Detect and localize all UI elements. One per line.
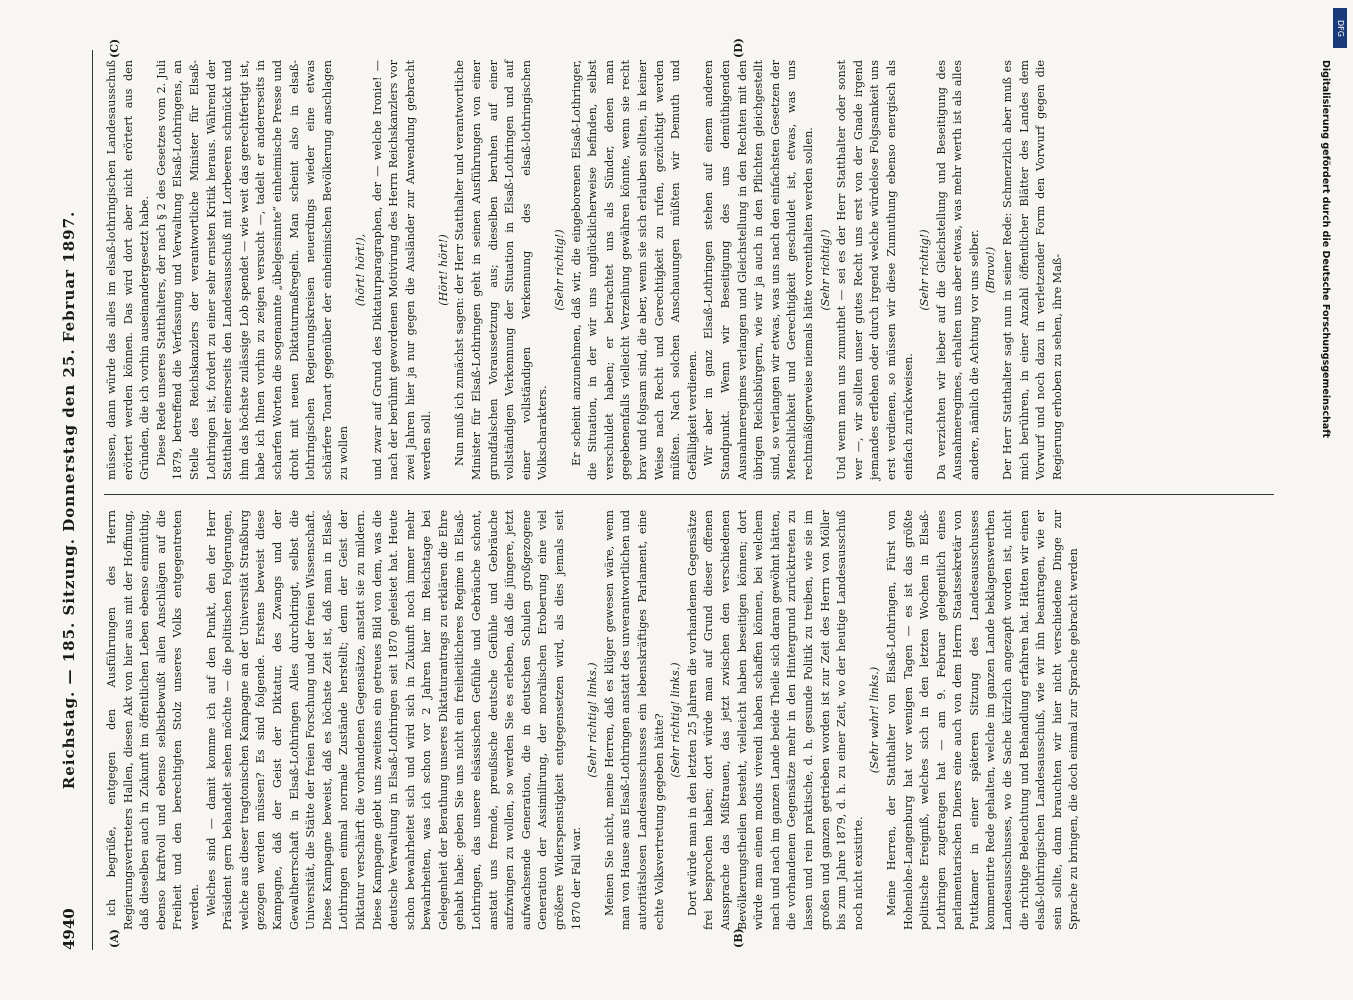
paragraph: Dort würde man in den letzten 25 Jahren die vorhandenen Gegensätze frei besprochen haben; dort würde man auf Grund dieser offenen Aussprache das Mißtrauen, das jetzt zwischen den verschiedenen Bevölkerungstheilen besteht, vielleicht haben beseitigen können; dort würde man einen modus vivendi haben schaffen können, bei welchem nach und nach im ganzen Lande beide Theile sich daran gewöhnt hätten, die vorhandenen Gegensätze mehr in den Hintergrund zurücktreten zu lassen und rein praktische, d. h. gesunde Politik zu treiben, wie sie im großen und ganzen getrieben worden ist zur Zeit des Herrn von Möller bis zum Jahre 1879, d. h. zu einer Zeit, wo der heutige Landesausschuß noch nicht existirte.	[685, 510, 865, 930]
interjection: (Sehr wahr! links.)	[868, 666, 882, 774]
interjection: (Sehr richtig! links.)	[586, 662, 600, 778]
dfg-logo-badge: DFG	[1333, 8, 1347, 48]
interjection: (Hört! hört!)	[436, 234, 450, 306]
page-header	[52, 50, 93, 950]
paragraph: müssen, dann würde das alles im elsaß-lothringischen Landesausschuß erörtert werden können. Das wird dort aber nicht erörtert aus den Gründen, die ich vorhin auseinandergesetzt habe.	[105, 60, 152, 480]
paragraph: Wir aber in ganz Elsaß-Lothringen stehen auf einem anderen Standpunkt. Wenn wir Beseitigung des uns demüthigenden Ausnahmeregimes verlangen und Gleichstellung in den Rechten mit den übrigen Reichsbürgern, wie wir ja auch in den Pflichten gleichgestellt sind, so verlangen wir etwas, was uns nach den einfachsten Gesetzen der Menschlichkeit und Gerechtigkeit geschuldet ist, etwas, was uns rechtmäßigerweise niemals hätte vorenthalten werden sollen.	[702, 60, 815, 480]
running-title: Reichstag. — 185. Sitzung. Donnerstag den 25. Februar 1897.	[60, 210, 78, 790]
column-divider	[104, 494, 1274, 495]
right-column	[104, 60, 1284, 480]
paragraph: Welches sind — damit komme ich auf den Punkt, den der Herr Präsident gern behandelt sehen möchte — die politischen Folgerungen, welche aus dieser tragtonischen Kampagne an der Universität Straßburg gezogen werden müssen? Es sind folgende. Erstens beweist diese Kampagne, daß der Geist der Diktatur, des Zwangs und der Gewaltherrschaft in Elsaß-Lothringen Alles durchdringt, selbst die Universität, die Stätte der freien Forschung und der freien Wissenschaft. Diese Kampagne beweist, daß es höchste Zeit ist, daß man in Elsaß-Lothringen einmal normale Zustände herstellt; denn der Geist der Diktatur verschärft die vorhandenen Gegensätze, anstatt sie zu mildern. Diese Kampagne giebt uns zweitens ein getreues Bild von dem, was die deutsche Verwaltung in Elsaß-Lothringen seit 1870 geleistet hat. Heute schon bewahrheitet sich und wird sich in Zukunft noch immer mehr bewahrheiten, was ich schon vor 2 Jahren hier im Reichstage bei Gelegenheit der Berathung unseres Diktaturantrags zu erklären die Ehre gehabt habe: geben Sie uns nicht ein freiheitlicheres Regime in Elsaß-Lothringen, das unsere elsässischen Gefühle und Gebräuche schont, anstatt uns fremde, preußische deutsche Gefühle und Gebräuche aufzwingen zu wollen, so werden Sie es erleben, daß die jüngere, jetzt aufwachsende Generation, die in deutschen Schulen großgezogene Generation der Assimilirung, der moralischen Eroberung eine viel größere Widerspenstigkeit entgegensetzen wird, als dies jemals seit 1870 der Fall war.	[204, 510, 583, 930]
left-column	[104, 510, 1284, 930]
paragraph: Da verzichten wir lieber auf die Gleichstellung und Beseitigung des Ausnahmeregimes, erhalten uns aber etwas, was mehr werth ist als alles andere, nämlich die Achtung vor uns selber.	[934, 60, 981, 480]
margin-marker-b: (B)	[732, 928, 745, 948]
margin-marker-a: (A)	[108, 929, 121, 948]
interjection: (hört! hört!),	[353, 233, 367, 307]
paragraph: Nun muß ich zunächst sagen: der Herr Statthalter und verantwortliche Minister für Elsaß-Lothringen geht in seinen Ausführungen von einer grundfalschen Voraussetzung aus; dieselben beruhen auf einer vollständigen Verkennung der Situation in Elsaß-Lothringen und auf einer vollständigen Verkennung des elsaß-lothringischen Volkscharakters.	[453, 60, 550, 480]
rotated-page-content	[52, 38, 1302, 950]
paragraph: und zwar auf Grund des Diktaturparagraphen, der — welche Ironie! — nach der berühmt gewordenen Motivirung des Herrn Reichskanzlers vor zwei Jahren hier ja nur gegen die Ausländer zur Anwendung gebracht werden soll.	[370, 60, 434, 480]
interjection: (Bravo!)	[984, 246, 998, 294]
interjection: (Sehr richtig!)	[818, 229, 832, 311]
interjection: (Sehr richtig! links.)	[669, 662, 683, 778]
interjection: (Sehr richtig!)	[553, 229, 567, 311]
paragraph: Diese Rede unseres Statthalters, der nach § 2 des Gesetzes vom 2. Juli 1879, betreffend die Verfassung und Verwaltung Elsaß-Lothringens, an Stelle des Reichskanzlers der verantwortliche Minister für Elsaß-Lothringen ist, fordert zu einer sehr ernsten Kritik heraus. Während der Statthalter einerseits den Landesausschuß mit Lorbeeren schmückt und ihm das höchste zulässige Lob spendet — wie weit das gerechtfertigt ist, habe ich Ihnen vorhin zu zeigen versucht —, tadelt er andererseits in scharfen Worten die sogenannte „übelgesinnte“ einheimische Presse und droht mit neuen Diktaturmaßregeln. Man scheint also in elsaß-lothringischen Regierungskreisen neuerdings wieder eine etwas schärfere Tonart gegenüber der einheimischen Bevölkerung anschlagen zu wollen	[154, 60, 351, 480]
interjection: (Sehr richtig!)	[918, 229, 932, 311]
paragraph: Meine Herren, der Statthalter von Elsaß-Lothringen, Fürst von Hohenlohe-Langenburg hat vor wenigen Tagen — es ist das größte politische Ereigniß, welches sich in den letzten Wochen in Elsaß-Lothringen zugetragen hat — am 9. Februar gelegentlich eines parlamentarischen Diners eine auch von dem Herrn Staatssekretär von Puttkamer in einer späteren Sitzung des Landesausschusses kommentirte Rede gehalten, welche im ganzen Lande beklagenswerthen Landesausschusses, wo die Sache kürzlich angezapft worden ist, nicht die richtige Beleuchtung und Behandlung erfahren hat. Hätten wir einen elsaß-lothringischen Landesausschuß, wie wir ihn beantragen, wie er sein sollte, dann brauchten wir hier nicht verschiedene Dinge zur Sprache zu bringen, die doch einmal zur Sprache gebracht werden	[884, 510, 1081, 930]
paragraph: Er scheint anzunehmen, daß wir, die eingeborenen Elsaß-Lothringer, die Situation, in der wir uns unglücklicherweise befinden, selbst verschuldet haben; er betrachtet uns als Sünder, denen man gegebenenfalls vielleicht Verzeihung gewähren könnte, wenn sie recht brav und folgsam sind, die aber, wenn sie sich erlauben sollten, in keiner Weise nach Recht und Gerechtigkeit zu rufen, gezüchtigt werden müßten. Nach solchen Anschauungen müßten wir Demuth und Gefälligkeit verdienen.	[569, 60, 699, 480]
paragraph: Und wenn man uns zumuthet — sei es der Herr Statthalter oder sonst wer —, wir sollten unser gutes Recht uns erst von der Gnade irgend jemandes erflehen oder durch irgend welche würdelose Folgsamkeit uns erst verdienen, so müssen wir diese Zumuthung ebenso energisch als einfach zurückweisen.	[835, 60, 915, 480]
digitization-credit: Digitalisierung gefördert durch die Deutsche Forschungsgemeinschaft	[1320, 60, 1331, 438]
paragraph: ich begrüße, entgegen den Ausführungen des Herrn Regierungsvertreters Hallen, diesen Akt von hier aus mit der Hoffnung, daß dieselben auch in Zukunft im öffentlichen Leben ebenso einmüthig, ebenso kraftvoll und ebenso selbstbewußt allen Anschlägen auf die Freiheit und den berechtigten Stolz unseres Volks entgegentreten werden.	[105, 510, 201, 930]
paragraph: Meinen Sie nicht, meine Herren, daß es klüger gewesen wäre, wenn man von Hause aus Elsaß-Lothringen anstatt des unverantwortlichen und autoritätslosen Landesausschusses ein lebenskräftiges Parlament, eine echte Volksvertretung gegeben hätte?	[602, 510, 666, 930]
page-number: 4940	[60, 908, 78, 950]
paragraph: Der Herr Statthalter sagt nun in seiner Rede: Schmerzlich aber muß es mich berühren, in einer Anzahl öffentlicher Blätter des Landes dem Vorwurf und noch dazu in verletzender Form den Vorwurf gegen die Regierung erhoben zu sehen, ihre Maß-	[1001, 60, 1064, 480]
margin-marker-d: (D)	[732, 38, 745, 58]
margin-marker-c: (C)	[108, 38, 121, 58]
